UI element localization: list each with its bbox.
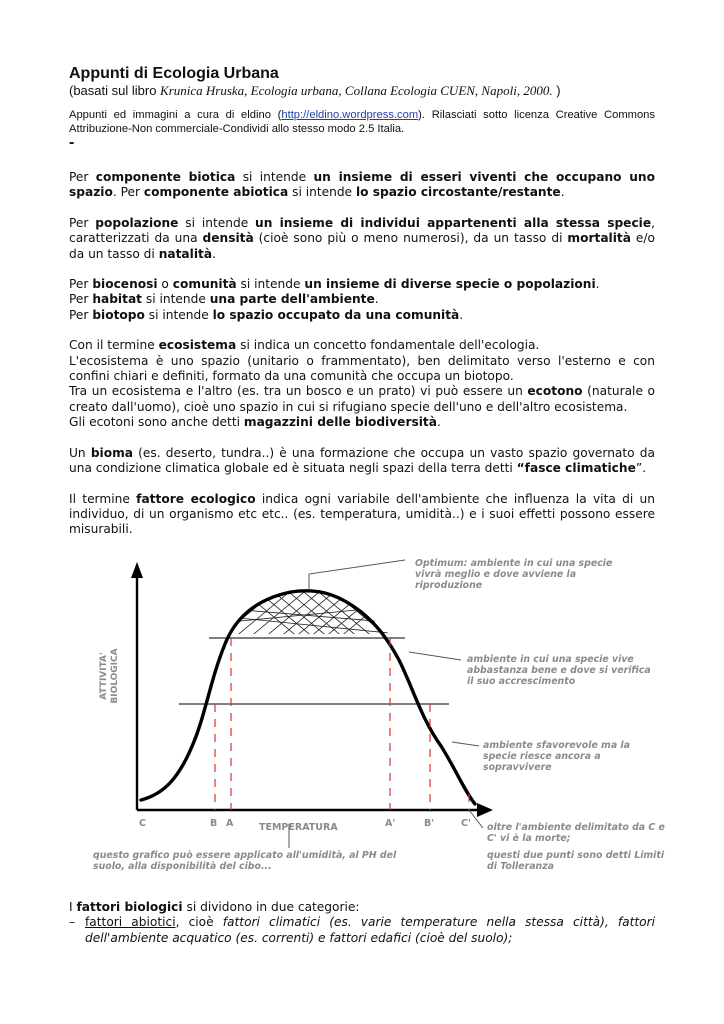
- annotation-limits: questi due punti sono detti Limiti di Tolleranza: [487, 850, 665, 873]
- credit-notice: Appunti ed immagini a cura di eldino (http://eldino.wordpress.com). Rilasciati sotto licenza Creative Commons Attribuzione-Non commerciale-Condividi allo stesso modo 2.5 Italia.: [69, 109, 655, 135]
- list-bullet: –: [69, 915, 76, 930]
- leader-growth: [409, 652, 461, 660]
- annotation-growth: ambiente in cui una specie vive abbastanza bene e dove si verifica il suo accrescimento: [467, 654, 651, 688]
- x-axis-label: TEMPERATURA: [259, 822, 338, 833]
- annotation-applies: questo grafico può essere applicato all'umidità, al PH del suolo, alla disponibilità del cibo...: [93, 850, 397, 873]
- tick-A: A: [226, 818, 234, 829]
- annotation-optimum: Optimum: ambiente in cui una specie vivrà meglio e dove avviene la riproduzione: [415, 558, 613, 592]
- x-axis-arrow: [477, 803, 493, 817]
- author-link[interactable]: http://eldino.wordpress.com: [281, 109, 419, 121]
- tolerance-figure: [69, 548, 669, 878]
- annotation-unfavorable: ambiente sfavorevole ma la specie riesce ancora a sopravvivere: [483, 740, 630, 774]
- paragraph-population: Per popolazione si intende un insieme di individui appartenenti alla stessa specie, caratterizzati da una densità (cioè sono più o meno numerosi), da un tasso di mortalità e/o da un tasso di natalità.: [69, 215, 655, 261]
- tick-A-prime: A': [385, 818, 396, 829]
- y-axis-arrow: [131, 562, 143, 578]
- leader-unfavorable: [452, 742, 479, 746]
- separator-dash: -: [69, 134, 75, 151]
- book-reference: Krunica Hruska, Ecologia urbana, Collana Ecologia CUEN, Napoli, 2000.: [160, 83, 553, 98]
- paragraph-biome: Un bioma (es. deserto, tundra..) è una formazione che occupa un vasto spazio governato da una condizione climatica globale ed è situata negli spazi della terra detti “fasce climatiche”.: [69, 445, 655, 476]
- tick-C: C: [139, 818, 146, 829]
- document-subtitle: (basati sul libro Krunica Hruska, Ecologia urbana, Collana Ecologia CUEN, Napoli, 2000. ): [69, 83, 561, 98]
- paragraph-biotic: Per componente biotica si intende un insieme di esseri viventi che occupano uno spazio. Per componente abiotica si intende lo spazio circostante/restante.: [69, 170, 655, 200]
- list-item-abiotic: – fattori abiotici, cioè fattori climatici (es. varie temperature nella stessa città), fattori dell'ambiente acquatico (es. correnti) e fattori edafici (cioè del suolo);: [69, 915, 656, 945]
- y-axis-label: ATTIVITA' BIOLOGICA: [99, 648, 120, 704]
- document-title: Appunti di Ecologia Urbana: [69, 65, 279, 82]
- leader-optimum: [309, 560, 405, 590]
- tolerance-dashed-lines: [215, 638, 469, 810]
- paragraph-ecosystem: Con il termine ecosistema si indica un concetto fondamentale dell'ecologia. L'ecosistema è uno spazio (unitario o frammentato), ben delimitato verso l'esterno e con confini chiari e definiti, formato da una comunità che occupa un biotopo. Tra un ecosistema e l'altro (es. tra un bosco e un prato) vi può essere un ecotono (naturale o creato dall'uomo), cioè uno spazio in cui si rifugiano specie dell'uno e dell'altro ecosistema. Gli ecotoni sono anche detti magazzini delle biodiversità.: [69, 338, 655, 430]
- biological-factors-intro: I fattori biologici si dividono in due categorie:: [69, 900, 360, 914]
- tick-B-prime: B': [424, 818, 435, 829]
- activity-curve: [141, 591, 475, 804]
- paragraph-ecological-factor: Il termine fattore ecologico indica ogni variabile dell'ambiente che influenza la vita di un individuo, di un organismo etc etc.. (es. temperatura, umidità..) e i suoi effetti possono essere misurabili.: [69, 491, 655, 537]
- annotation-death: oltre l'ambiente delimitato da C e C' vi è la morte;: [487, 822, 665, 845]
- paragraph-biocenosis: Per biocenosi o comunità si intende un insieme di diverse specie o popolazioni. Per habitat si intende una parte dell'ambiente. Per biotopo si intende lo spazio occupato da una comunità.: [69, 277, 600, 322]
- tick-C-prime: C': [461, 818, 471, 829]
- biological-factors-section: [69, 900, 655, 946]
- tick-B: B: [210, 818, 218, 829]
- document-body: [69, 64, 655, 538]
